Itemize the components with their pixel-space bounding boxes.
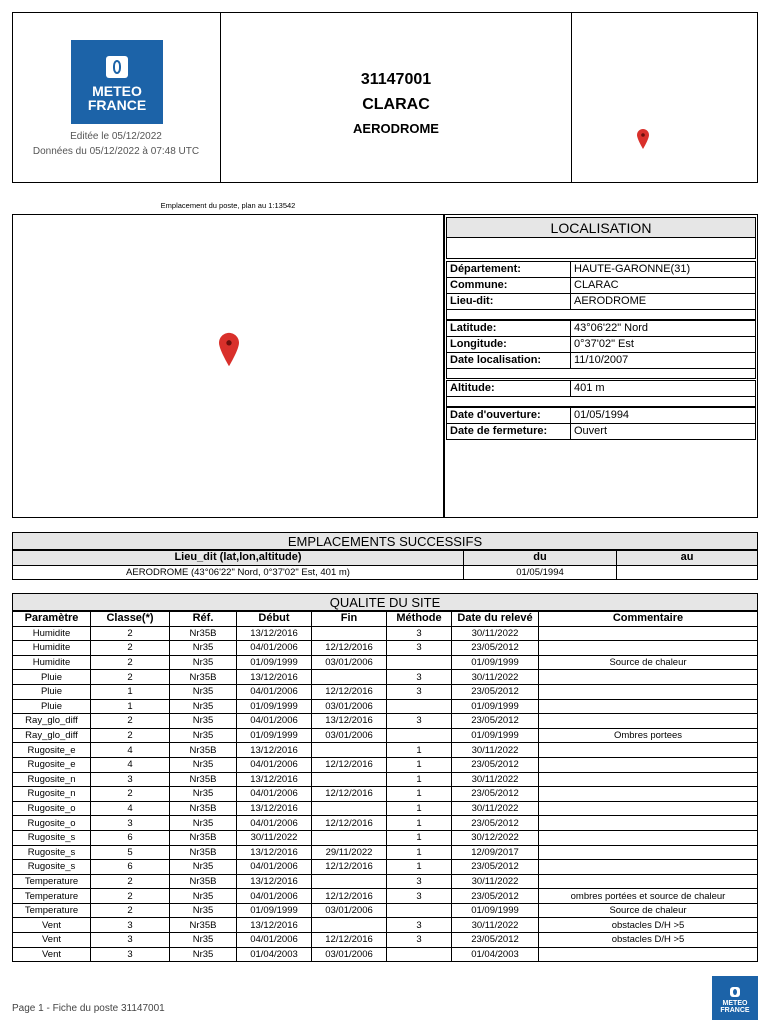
table-cell: 03/01/2006 xyxy=(312,947,387,962)
table-cell: 01/04/2003 xyxy=(237,947,312,962)
table-cell: 23/05/2012 xyxy=(452,860,539,875)
table-cell: 2 xyxy=(91,728,170,743)
table-cell: Nr35B xyxy=(170,801,237,816)
table-row xyxy=(13,684,758,699)
table-cell: Ray_glo_diff xyxy=(13,728,91,743)
logo-line-1: METEO xyxy=(722,1000,748,1007)
table-cell xyxy=(312,626,387,641)
table-cell: 3 xyxy=(387,626,452,641)
table-cell: 1 xyxy=(387,743,452,758)
table-cell: Nr35 xyxy=(170,933,237,948)
table-row xyxy=(13,933,758,948)
table-cell xyxy=(539,947,758,962)
table-cell: 2 xyxy=(91,787,170,802)
table-cell: 23/05/2012 xyxy=(452,714,539,729)
table-cell xyxy=(387,699,452,714)
table-cell: 3 xyxy=(91,918,170,933)
table-row xyxy=(13,918,758,933)
table-cell: 1 xyxy=(387,772,452,787)
table-row: Date de fermeture: Ouvert xyxy=(447,424,756,440)
table-cell: Ray_glo_diff xyxy=(13,714,91,729)
table-cell: 1 xyxy=(387,816,452,831)
table-cell: 1 xyxy=(91,699,170,714)
localisation-group-4 xyxy=(446,407,756,440)
table-cell: Source de chaleur xyxy=(539,655,758,670)
table-row xyxy=(13,743,758,758)
table-cell xyxy=(539,816,758,831)
logo-line-2: FRANCE xyxy=(87,97,147,113)
table-cell: 5 xyxy=(91,845,170,860)
table-cell xyxy=(539,787,758,802)
table-row: Date d'ouverture: 01/05/1994 xyxy=(447,408,756,424)
table-row: Date localisation: 11/10/2007 xyxy=(447,353,756,369)
station-place: AERODROME xyxy=(353,121,439,136)
table-cell xyxy=(312,801,387,816)
table-cell xyxy=(539,714,758,729)
table-cell: 04/01/2006 xyxy=(237,714,312,729)
table-cell xyxy=(539,743,758,758)
table-cell: 2 xyxy=(91,903,170,918)
table-row xyxy=(13,772,758,787)
table-cell: 4 xyxy=(91,757,170,772)
table-row xyxy=(13,903,758,918)
table-cell: 13/12/2016 xyxy=(237,743,312,758)
table-cell: 01/09/1999 xyxy=(237,699,312,714)
emplacements-title: EMPLACEMENTS SUCCESSIFS xyxy=(12,532,758,550)
table-cell: 2 xyxy=(91,670,170,685)
table-cell xyxy=(387,655,452,670)
table-row: Latitude: 43°06'22" Nord xyxy=(447,321,756,337)
table-cell: Source de chaleur xyxy=(539,903,758,918)
table-cell: 04/01/2006 xyxy=(237,641,312,656)
table-cell xyxy=(387,903,452,918)
table-row xyxy=(13,816,758,831)
table-cell: 1 xyxy=(387,860,452,875)
table-row xyxy=(13,626,758,641)
table-cell: 30/11/2022 xyxy=(452,670,539,685)
emplacements-table xyxy=(12,550,758,580)
table-cell xyxy=(312,874,387,889)
table-cell: 30/11/2022 xyxy=(452,772,539,787)
table-cell: Nr35B xyxy=(170,743,237,758)
table-cell: 3 xyxy=(387,684,452,699)
table-cell xyxy=(539,801,758,816)
table-cell: Rugosite_o xyxy=(13,801,91,816)
table-cell xyxy=(312,743,387,758)
table-cell: 23/05/2012 xyxy=(452,757,539,772)
table-cell: 4 xyxy=(91,801,170,816)
table-cell: Rugosite_n xyxy=(13,772,91,787)
table-cell: Nr35B xyxy=(170,670,237,685)
meteo-france-logo xyxy=(71,40,163,124)
table-row xyxy=(13,787,758,802)
table-cell: Nr35 xyxy=(170,816,237,831)
table-cell: 29/11/2022 xyxy=(312,845,387,860)
table-cell: 04/01/2006 xyxy=(237,684,312,699)
table-cell: 04/01/2006 xyxy=(237,787,312,802)
table-cell: 01/09/1999 xyxy=(452,903,539,918)
table-row xyxy=(13,947,758,962)
table-cell: 01/09/1999 xyxy=(452,655,539,670)
table-row xyxy=(13,874,758,889)
table-cell xyxy=(312,830,387,845)
table-cell: Temperature xyxy=(13,889,91,904)
table-row xyxy=(13,714,758,729)
localisation-group-3 xyxy=(446,380,756,397)
table-cell xyxy=(539,626,758,641)
edited-date: Editée le 05/12/2022 xyxy=(70,131,162,142)
table-cell: 3 xyxy=(387,874,452,889)
table-cell: 03/01/2006 xyxy=(312,699,387,714)
table-cell: Nr35 xyxy=(170,860,237,875)
table-cell: 13/12/2016 xyxy=(312,714,387,729)
table-cell: 3 xyxy=(387,889,452,904)
table-cell: Nr35 xyxy=(170,684,237,699)
table-row: Lieu-dit: AERODROME xyxy=(447,294,756,310)
table-cell: 30/11/2022 xyxy=(452,743,539,758)
map-caption: Emplacement du poste, plan au 1:13542 xyxy=(160,201,296,210)
table-cell: 13/12/2016 xyxy=(237,801,312,816)
table-cell: 12/12/2016 xyxy=(312,860,387,875)
table-cell: 3 xyxy=(91,816,170,831)
table-cell: 03/01/2006 xyxy=(312,903,387,918)
table-cell: 13/12/2016 xyxy=(237,918,312,933)
table-cell: Nr35 xyxy=(170,787,237,802)
table-cell: 1 xyxy=(387,801,452,816)
table-cell: 30/12/2022 xyxy=(452,830,539,845)
table-cell: 23/05/2012 xyxy=(452,816,539,831)
table-cell: Vent xyxy=(13,933,91,948)
table-cell: 3 xyxy=(387,641,452,656)
table-cell: Vent xyxy=(13,947,91,962)
table-cell: obstacles D/H >5 xyxy=(539,918,758,933)
table-cell: 3 xyxy=(91,947,170,962)
table-cell: Pluie xyxy=(13,670,91,685)
table-cell: Nr35 xyxy=(170,699,237,714)
table-cell: 03/01/2006 xyxy=(312,728,387,743)
table-row: Altitude: 401 m xyxy=(447,381,756,397)
table-cell: Pluie xyxy=(13,699,91,714)
table-cell: 04/01/2006 xyxy=(237,933,312,948)
table-cell xyxy=(539,757,758,772)
table-cell: 12/12/2016 xyxy=(312,933,387,948)
table-cell: 2 xyxy=(91,626,170,641)
localisation-group-1 xyxy=(446,261,756,310)
table-cell: Nr35B xyxy=(170,874,237,889)
table-row: Longitude: 0°37'02" Est xyxy=(447,337,756,353)
station-name: CLARAC xyxy=(362,96,430,113)
table-cell: 1 xyxy=(387,787,452,802)
table-cell: Nr35 xyxy=(170,903,237,918)
table-cell: 01/09/1999 xyxy=(237,728,312,743)
localisation-title: LOCALISATION xyxy=(446,217,756,238)
table-cell xyxy=(539,830,758,845)
table-cell: Nr35 xyxy=(170,641,237,656)
table-cell: 30/11/2022 xyxy=(452,918,539,933)
table-cell: 23/05/2012 xyxy=(452,933,539,948)
table-cell: 6 xyxy=(91,860,170,875)
table-cell: Pluie xyxy=(13,684,91,699)
table-cell: 01/09/1999 xyxy=(237,903,312,918)
spacer-row xyxy=(446,396,756,407)
table-cell: 3 xyxy=(387,670,452,685)
table-cell: 04/01/2006 xyxy=(237,757,312,772)
table-cell: 2 xyxy=(91,874,170,889)
table-cell: 04/01/2006 xyxy=(237,889,312,904)
table-cell xyxy=(539,699,758,714)
table-cell: Nr35B xyxy=(170,918,237,933)
table-cell: Nr35 xyxy=(170,714,237,729)
table-cell: Rugosite_s xyxy=(13,860,91,875)
table-cell: Nr35 xyxy=(170,728,237,743)
table-cell: 12/12/2016 xyxy=(312,816,387,831)
table-cell: 30/11/2022 xyxy=(452,801,539,816)
table-row xyxy=(13,757,758,772)
table-cell: Nr35B xyxy=(170,626,237,641)
table-cell: 12/12/2016 xyxy=(312,787,387,802)
table-cell: Nr35 xyxy=(170,757,237,772)
qualite-table xyxy=(12,611,758,962)
table-cell: ombres portées et source de chaleur xyxy=(539,889,758,904)
qualite-table-body xyxy=(13,626,758,962)
table-header-row: Lieu_dit (lat,lon,altitude) du au xyxy=(13,551,758,566)
map-pin-icon xyxy=(637,129,649,149)
table-cell: Rugosite_s xyxy=(13,845,91,860)
table-cell: 3 xyxy=(91,933,170,948)
table-cell: Ombres portees xyxy=(539,728,758,743)
logo-line-1: METEO xyxy=(92,83,142,99)
table-row xyxy=(13,655,758,670)
table-cell: 23/05/2012 xyxy=(452,641,539,656)
table-cell: 30/11/2022 xyxy=(237,830,312,845)
table-cell: 13/12/2016 xyxy=(237,772,312,787)
table-cell: Rugosite_e xyxy=(13,743,91,758)
table-cell: Humidite xyxy=(13,655,91,670)
table-cell: 23/05/2012 xyxy=(452,889,539,904)
table-cell: 01/09/1999 xyxy=(452,728,539,743)
table-cell: Temperature xyxy=(13,903,91,918)
table-cell xyxy=(312,772,387,787)
table-cell: 1 xyxy=(91,684,170,699)
table-cell: Humidite xyxy=(13,641,91,656)
table-cell: 13/12/2016 xyxy=(237,874,312,889)
station-id: 31147001 xyxy=(360,71,432,88)
table-cell: 12/09/2017 xyxy=(452,845,539,860)
qualite-title: QUALITE DU SITE xyxy=(12,593,758,611)
table-cell: 13/12/2016 xyxy=(237,845,312,860)
table-cell: 12/12/2016 xyxy=(312,757,387,772)
table-header-row: Paramètre Classe(*) Réf. Début Fin Méthode Date du relevé Commentaire xyxy=(13,612,758,627)
table-cell: 12/12/2016 xyxy=(312,684,387,699)
localisation-group-2 xyxy=(446,320,756,369)
table-cell: Nr35 xyxy=(170,655,237,670)
table-cell: 13/12/2016 xyxy=(237,670,312,685)
table-cell: 3 xyxy=(387,933,452,948)
table-cell: 23/05/2012 xyxy=(452,684,539,699)
table-cell: Nr35 xyxy=(170,947,237,962)
table-cell: 1 xyxy=(387,845,452,860)
table-row: Département: HAUTE-GARONNE(31) xyxy=(447,262,756,278)
table-cell: 3 xyxy=(387,714,452,729)
logo-symbol-icon xyxy=(106,56,128,78)
table-cell xyxy=(312,918,387,933)
table-cell: Temperature xyxy=(13,874,91,889)
spacer-row xyxy=(446,366,756,379)
table-cell: Vent xyxy=(13,918,91,933)
logo-line-2: FRANCE xyxy=(720,1007,750,1014)
table-row xyxy=(13,845,758,860)
meteo-france-logo-small xyxy=(712,976,758,1020)
table-cell: 01/09/1999 xyxy=(452,699,539,714)
header-divider-2 xyxy=(571,12,572,183)
table-cell: Nr35B xyxy=(170,772,237,787)
logo-symbol-icon xyxy=(730,987,740,997)
table-row xyxy=(13,830,758,845)
table-cell xyxy=(539,860,758,875)
table-cell: 30/11/2022 xyxy=(452,874,539,889)
table-row: Commune: CLARAC xyxy=(447,278,756,294)
table-cell: 23/05/2012 xyxy=(452,787,539,802)
table-cell: 13/12/2016 xyxy=(237,626,312,641)
table-cell: 2 xyxy=(91,714,170,729)
table-cell: Nr35B xyxy=(170,830,237,845)
table-row xyxy=(13,860,758,875)
table-cell: obstacles D/H >5 xyxy=(539,933,758,948)
table-row: AERODROME (43°06'22" Nord, 0°37'02" Est, 401 m) 01/05/1994 xyxy=(13,565,758,580)
table-cell: 6 xyxy=(91,830,170,845)
table-cell xyxy=(387,728,452,743)
table-cell: Rugosite_n xyxy=(13,787,91,802)
table-cell: 04/01/2006 xyxy=(237,860,312,875)
table-cell: 3 xyxy=(91,772,170,787)
table-cell: Rugosite_o xyxy=(13,816,91,831)
table-cell: 01/09/1999 xyxy=(237,655,312,670)
table-cell: Nr35 xyxy=(170,889,237,904)
table-cell xyxy=(539,641,758,656)
map-pin-icon xyxy=(219,332,239,367)
table-cell: 4 xyxy=(91,743,170,758)
table-cell xyxy=(539,845,758,860)
table-cell: 3 xyxy=(387,918,452,933)
table-cell xyxy=(539,684,758,699)
table-cell: Humidite xyxy=(13,626,91,641)
spacer-row xyxy=(446,238,756,259)
table-cell: 1 xyxy=(387,830,452,845)
page-footer-label: Page 1 - Fiche du poste 31147001 xyxy=(12,1003,165,1014)
spacer-row xyxy=(446,307,756,320)
table-row xyxy=(13,889,758,904)
table-cell: Nr35B xyxy=(170,845,237,860)
table-cell: Rugosite_e xyxy=(13,757,91,772)
table-cell: 2 xyxy=(91,889,170,904)
table-cell: 01/04/2003 xyxy=(452,947,539,962)
table-cell: 12/12/2016 xyxy=(312,889,387,904)
table-row xyxy=(13,801,758,816)
table-cell xyxy=(539,670,758,685)
table-cell: 04/01/2006 xyxy=(237,816,312,831)
table-cell: 2 xyxy=(91,641,170,656)
table-cell xyxy=(539,772,758,787)
table-row xyxy=(13,670,758,685)
table-cell: 2 xyxy=(91,655,170,670)
table-row xyxy=(13,641,758,656)
table-cell: Rugosite_s xyxy=(13,830,91,845)
table-cell xyxy=(539,874,758,889)
table-cell: 30/11/2022 xyxy=(452,626,539,641)
table-row xyxy=(13,728,758,743)
table-cell: 12/12/2016 xyxy=(312,641,387,656)
table-row xyxy=(13,699,758,714)
table-cell: 03/01/2006 xyxy=(312,655,387,670)
data-date: Données du 05/12/2022 à 07:48 UTC xyxy=(32,146,200,157)
table-cell xyxy=(312,670,387,685)
table-cell: 1 xyxy=(387,757,452,772)
table-cell xyxy=(387,947,452,962)
